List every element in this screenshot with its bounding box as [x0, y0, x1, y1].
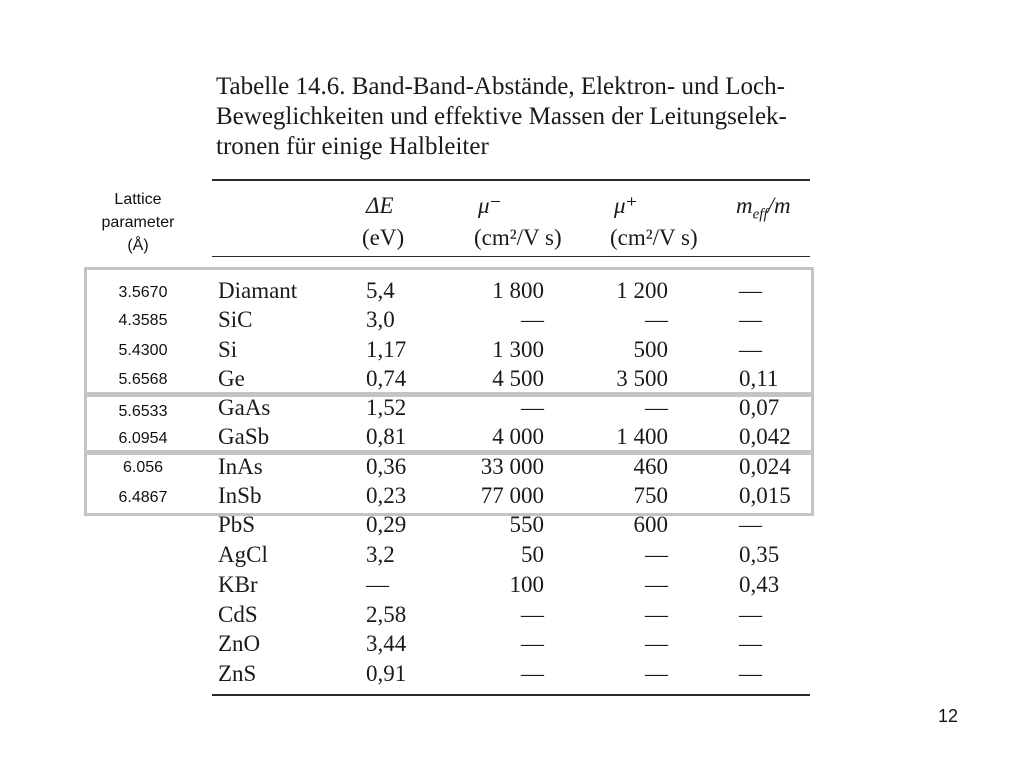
- cell-insb-meff: 0,015: [739, 483, 791, 508]
- cell-diamant-name: Diamant: [218, 278, 298, 303]
- cell-gaas-mu-plus: —: [645, 395, 668, 420]
- cell-gasb-mu-minus: 4 000: [492, 424, 544, 449]
- header-rule: [212, 256, 810, 257]
- cell-pbs-meff: —: [739, 512, 762, 537]
- lattice-parameter-gaas: 5.6533: [118, 403, 168, 420]
- top-rule: [212, 179, 810, 181]
- cell-sic-name: SiC: [218, 307, 253, 332]
- cell-si-mu-plus: 500: [633, 337, 668, 362]
- cell-kbr-name: KBr: [218, 572, 258, 597]
- cell-gasb-meff: 0,042: [739, 424, 791, 449]
- cell-gasb-name: GaSb: [218, 424, 270, 449]
- cell-zno-meff: —: [739, 631, 762, 656]
- lattice-parameter-ge: 5.6568: [118, 371, 168, 388]
- cell-zno-mu-minus: —: [521, 631, 544, 656]
- cell-inas-meff: 0,024: [739, 454, 791, 479]
- cell-ge-meff: 0,11: [739, 366, 779, 391]
- highlight-box-indium: [84, 452, 814, 516]
- header-mu-plus-unit: (cm²/V s): [610, 225, 698, 250]
- cell-zno-mu-plus: —: [645, 631, 668, 656]
- cell-insb-name: InSb: [218, 483, 262, 508]
- cell-si-mu-minus: 1 300: [492, 337, 544, 362]
- cell-gaas-de: 1,52: [366, 395, 407, 420]
- cell-diamant-meff: —: [739, 278, 762, 303]
- lattice-parameter-sic: 4.3585: [118, 312, 168, 329]
- cell-agcl-name: AgCl: [218, 542, 268, 567]
- lattice-header-line-2: parameter: [101, 214, 175, 231]
- cell-agcl-mu-minus: 50: [521, 542, 544, 567]
- bottom-rule: [212, 694, 810, 696]
- cell-si-meff: —: [739, 337, 762, 362]
- table-caption: [216, 72, 826, 162]
- cell-diamant-mu-plus: 1 200: [616, 278, 668, 303]
- cell-gaas-mu-minus: —: [521, 395, 544, 420]
- caption-line-2: Beweglichkeiten und effektive Massen der Leitungselek-: [216, 103, 787, 130]
- cell-sic-de: 3,0: [366, 307, 395, 332]
- cell-agcl-de: 3,2: [366, 542, 395, 567]
- highlight-box-gallium: [84, 394, 814, 453]
- lattice-parameter-header: [88, 188, 188, 257]
- cell-diamant-mu-minus: 1 800: [492, 278, 544, 303]
- cell-inas-mu-minus: 33 000: [480, 454, 544, 479]
- cell-pbs-de: 0,29: [366, 512, 407, 537]
- lattice-parameter-gasb: 6.0954: [118, 430, 168, 447]
- cell-gaas-name: GaAs: [218, 395, 271, 420]
- header-delta-e-unit: (eV): [362, 225, 405, 250]
- caption-line-3: tronen für einige Halbleiter: [216, 133, 489, 160]
- cell-ge-name: Ge: [218, 366, 245, 391]
- header-mu-plus-symbol: μ⁺: [614, 193, 638, 218]
- cell-pbs-name: PbS: [218, 512, 256, 537]
- cell-kbr-mu-minus: 100: [509, 572, 544, 597]
- cell-si-name: Si: [218, 337, 238, 362]
- cell-sic-meff: —: [739, 307, 762, 332]
- cell-insb-mu-plus: 750: [633, 483, 668, 508]
- cell-zns-name: ZnS: [218, 661, 257, 686]
- cell-insb-mu-minus: 77 000: [480, 483, 544, 508]
- cell-si-de: 1,17: [366, 337, 407, 362]
- cell-cds-de: 2,58: [366, 602, 407, 627]
- lattice-parameter-diamant: 3.5670: [118, 284, 168, 301]
- header-meff-symbol: $m_{eff}/m$: [736, 193, 791, 223]
- cell-insb-de: 0,23: [366, 483, 407, 508]
- page-number: 12: [938, 706, 959, 726]
- cell-cds-meff: —: [739, 602, 762, 627]
- header-mu-minus-unit: (cm²/V s): [474, 225, 562, 250]
- caption-line-1: Tabelle 14.6. Band-Band-Abstände, Elektron- und Loch-: [216, 73, 785, 100]
- header-mu-minus-symbol: μ⁻: [478, 193, 502, 218]
- cell-kbr-mu-plus: —: [645, 572, 668, 597]
- cell-inas-name: InAs: [218, 454, 263, 479]
- cell-ge-mu-plus: 3 500: [616, 366, 668, 391]
- lattice-header-line-1: Lattice: [114, 191, 162, 208]
- cell-agcl-mu-plus: —: [645, 542, 668, 567]
- cell-gaas-meff: 0,07: [739, 395, 780, 420]
- cell-gasb-de: 0,81: [366, 424, 407, 449]
- lattice-parameter-insb: 6.4867: [118, 489, 168, 506]
- cell-kbr-de: —: [366, 572, 389, 597]
- cell-pbs-mu-plus: 600: [633, 512, 668, 537]
- cell-zns-mu-plus: —: [645, 661, 668, 686]
- lattice-parameter-inas: 6.056: [122, 459, 164, 476]
- cell-zno-de: 3,44: [366, 631, 407, 656]
- cell-inas-de: 0,36: [366, 454, 407, 479]
- cell-pbs-mu-minus: 550: [509, 512, 544, 537]
- cell-cds-name: CdS: [218, 602, 258, 627]
- cell-cds-mu-plus: —: [645, 602, 668, 627]
- cell-zns-meff: —: [739, 661, 762, 686]
- cell-sic-mu-minus: —: [521, 307, 544, 332]
- highlight-box-group-iv: [84, 267, 814, 395]
- lattice-parameter-si: 5.4300: [118, 342, 168, 359]
- cell-agcl-meff: 0,35: [739, 542, 780, 567]
- cell-gasb-mu-plus: 1 400: [616, 424, 668, 449]
- cell-ge-mu-minus: 4 500: [492, 366, 544, 391]
- cell-inas-mu-plus: 460: [633, 454, 668, 479]
- cell-cds-mu-minus: —: [521, 602, 544, 627]
- lattice-header-line-3: (Å): [127, 237, 149, 254]
- cell-diamant-de: 5,4: [366, 278, 395, 303]
- cell-zns-de: 0,91: [366, 661, 407, 686]
- cell-zns-mu-minus: —: [521, 661, 544, 686]
- header-delta-e-symbol: ΔE: [366, 193, 394, 218]
- cell-zno-name: ZnO: [218, 631, 261, 656]
- cell-kbr-meff: 0,43: [739, 572, 780, 597]
- cell-sic-mu-plus: —: [645, 307, 668, 332]
- cell-ge-de: 0,74: [366, 366, 407, 391]
